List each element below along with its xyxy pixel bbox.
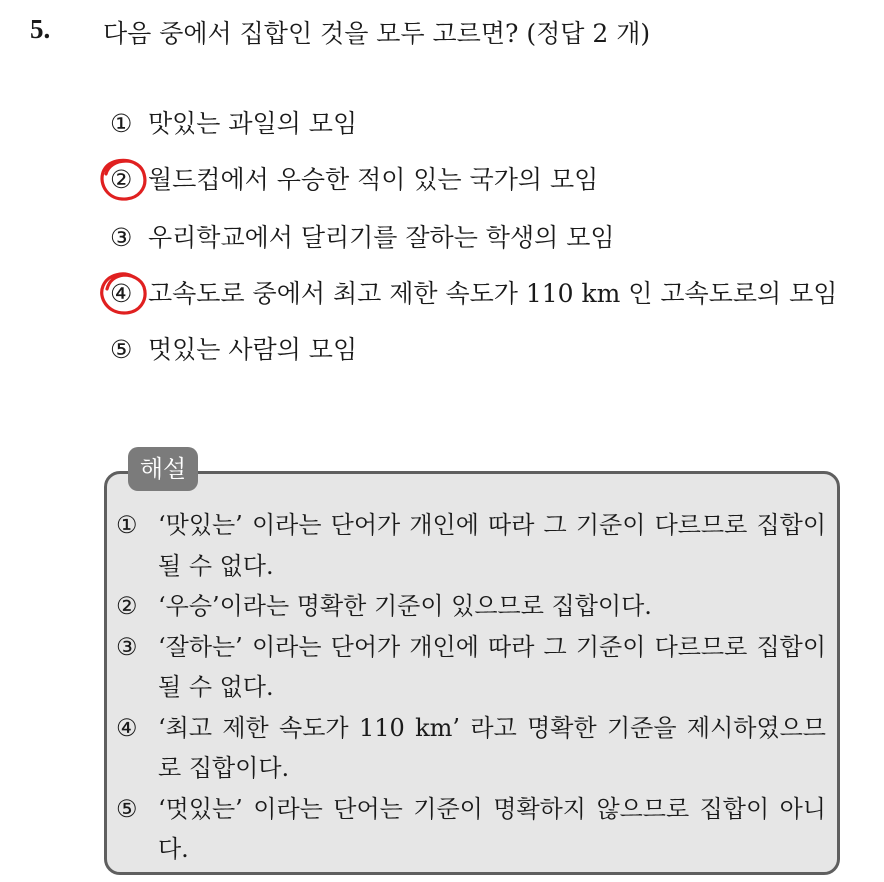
option-1[interactable] [110,104,357,144]
explanation-item-number: ① [116,511,138,539]
explanation-item-3 [116,627,826,708]
explanation-item-number: ⑤ [116,794,138,823]
option-2[interactable] [110,160,598,200]
option-2-mark: ② [110,160,148,200]
explanation-item-text: ‘맛있는’ 이라는 단어가 개인에 따라 그 기준이 다르므로 집합이 될 수 없다. [158,511,826,580]
option-3[interactable] [110,218,615,258]
explanation-item-4 [116,708,826,789]
explanation-item-text: ‘최고 제한 속도가 110 km’ 라고 명확한 기준을 제시하였으므로 집합이다. [158,713,826,782]
option-3-mark: ③ [110,223,133,252]
explanation-item-5 [116,789,826,870]
option-5-text: 멋있는 사람의 모임 [148,335,358,364]
explanation-item-number: ④ [116,713,138,742]
option-3-text: 우리학교에서 달리기를 잘하는 학생의 모임 [148,223,615,252]
question-text: 다음 중에서 집합인 것을 모두 고르면? (정답 2 개) [103,19,651,48]
explanation-item-text: ‘잘하는’ 이라는 단어가 개인에 따라 그 기준이 다르므로 집합이 될 수 없다. [158,632,826,701]
explanation-item-text: ‘멋있는’ 이라는 단어는 기준이 명확하지 않으므로 집합이 아니다. [158,794,826,863]
option-5[interactable] [110,330,357,370]
option-1-text: 맛있는 과일의 모임 [148,109,358,138]
option-2-text: 월드컵에서 우승한 적이 있는 국가의 모임 [148,165,599,194]
explanation-item-number: ③ [116,632,138,661]
option-1-mark: ① [110,109,133,138]
explanation-item-2 [116,586,826,627]
option-4-mark: ④ [110,274,148,314]
explanation-list [116,505,826,870]
option-5-mark: ⑤ [110,335,133,364]
option-4-text: 고속도로 중에서 최고 제한 속도가 110 km 인 고속도로의 모임 [148,279,838,308]
explanation-item-number: ② [116,592,138,620]
explanation-item-text: ‘우승’이라는 명확한 기준이 있으므로 집합이다. [158,592,652,620]
question-number: 5. [30,14,51,44]
explanation-item-1 [116,505,826,586]
explanation-tab: 해설 [128,447,198,491]
option-4[interactable] [110,274,837,314]
